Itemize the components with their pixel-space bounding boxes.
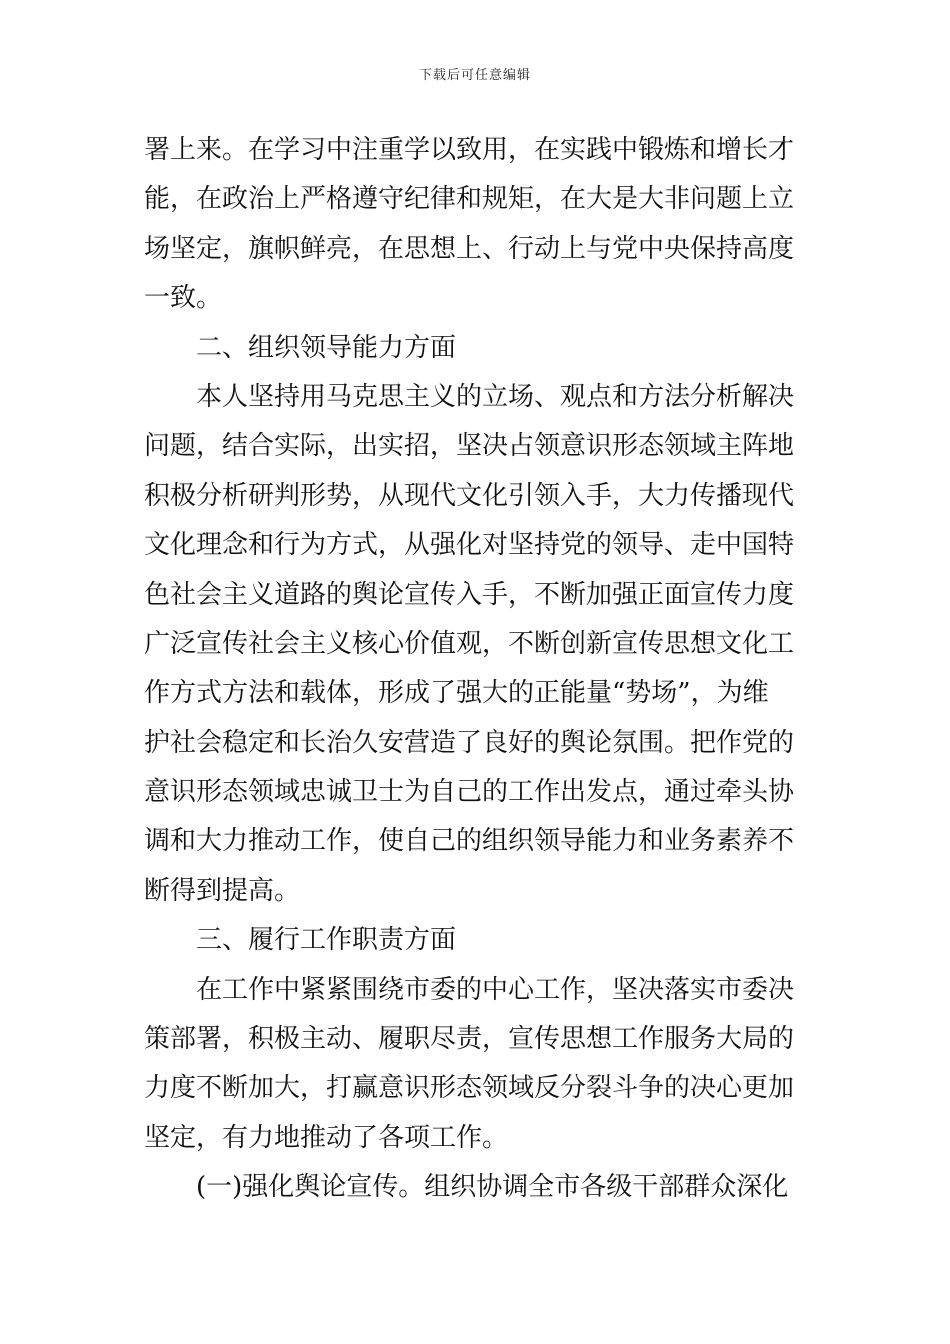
section-heading-2: 二、组织领导能力方面 [196, 332, 457, 363]
text-line-15: 调和大力推动工作，使自己的组织领导能力和业务素养不 [144, 826, 795, 857]
text-line-18: 在工作中紧紧围绕市委的中心工作，坚决落实市委决 [196, 974, 795, 1005]
text-line-6: 本人坚持用马克思主义的立场、观点和方法分析解决 [196, 381, 795, 412]
text-line-12: 作方式方法和载体，形成了强大的正能量“势场”，为维 [144, 678, 769, 709]
text-line-21: 坚定，有力地推动了各项工作。 [144, 1122, 509, 1153]
text-line-4: 一致。 [144, 283, 223, 314]
text-line-13: 护社会稳定和长治久安营造了良好的舆论氛围。把作党的 [144, 727, 795, 758]
document-body [144, 126, 808, 1213]
text-line-10: 色社会主义道路的舆论宣传入手，不断加强正面宣传力度 [144, 579, 795, 610]
text-line-14: 意识形态领域忠诚卫士为自己的工作出发点，通过牵头协 [144, 777, 795, 808]
text-line-9: 文化理念和行为方式，从强化对坚持党的领导、走中国特 [144, 530, 795, 561]
text-line-20: 力度不断加大，打赢意识形态领域反分裂斗争的决心更加 [144, 1073, 795, 1104]
text-line-7: 问题，结合实际，出实招，坚决占领意识形态领域主阵地 [144, 431, 795, 462]
text-line-3: 场坚定，旗帜鲜亮，在思想上、行动上与党中央保持高度 [144, 233, 795, 264]
text-line-11: 广泛宣传社会主义核心价值观，不断创新宣传思想文化工 [144, 628, 795, 659]
section-heading-3: 三、履行工作职责方面 [196, 925, 457, 956]
text-line-2: 能，在政治上严格遵守纪律和规矩，在大是大非问题上立 [144, 184, 795, 215]
header-note: 下载后可任意编辑 [418, 68, 531, 83]
subsection-heading-1: (一)强化舆论宣传。组织协调全市各级干部群众深化 [196, 1172, 789, 1203]
text-line-1: 署上来。在学习中注重学以致用，在实践中锻炼和增长才 [144, 135, 795, 165]
text-line-16: 断得到提高。 [144, 875, 301, 906]
text-line-8: 积极分析研判形势，从现代文化引领入手，大力传播现代 [144, 480, 795, 511]
text-line-19: 策部署，积极主动、履职尽责，宣传思想工作服务大局的 [144, 1024, 795, 1055]
